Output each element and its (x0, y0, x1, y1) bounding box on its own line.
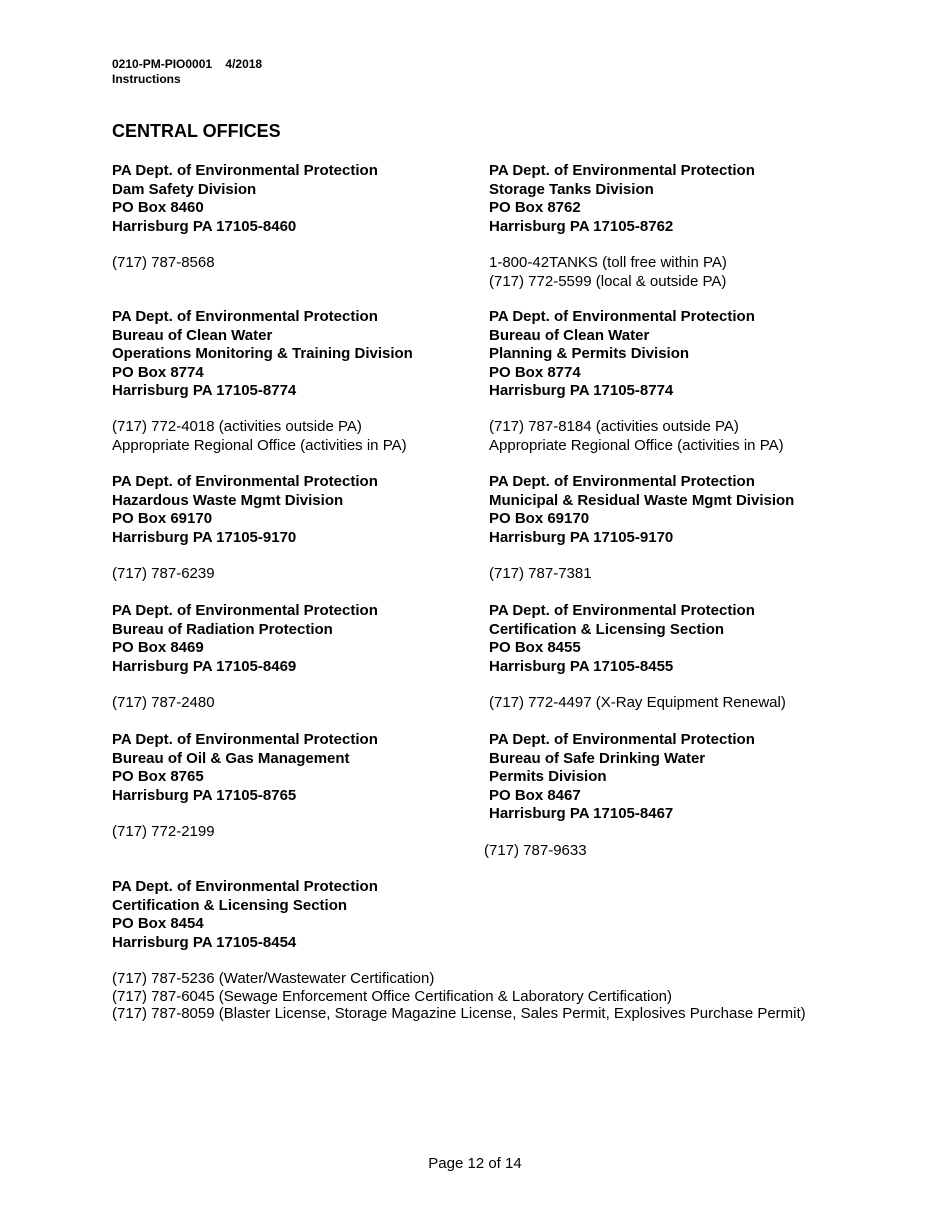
phone-line: (717) 787-8568 (112, 254, 215, 271)
office-block-radiation-protection (112, 602, 378, 676)
office-block-clean-water-operations (112, 308, 413, 401)
address-line: Harrisburg PA 17105-8774 (489, 382, 674, 399)
address-line: PO Box 69170 (112, 510, 213, 527)
phone-line: (717) 787-7381 (489, 565, 592, 582)
address-line: PO Box 8774 (112, 363, 204, 381)
office-phones-certification-licensing (112, 970, 806, 1023)
address-line: Harrisburg PA 17105-9170 (112, 528, 297, 546)
address-line: Harrisburg PA 17105-8762 (489, 217, 674, 235)
address-line: PA Dept. of Environmental Protection (112, 878, 378, 895)
address-line: Bureau of Clean Water (112, 326, 273, 344)
address-line: PA Dept. of Environmental Protection (112, 308, 378, 325)
office-phones-hazardous-waste (112, 565, 215, 584)
office-phones-dam-safety (112, 254, 215, 273)
office-phones-storage-tanks (489, 254, 727, 291)
form-number-line (112, 57, 262, 72)
phone-line: (717) 787-9633 (484, 842, 587, 859)
section-title: CENTRAL OFFICES (112, 121, 281, 141)
address-line: Harrisburg PA 17105-8460 (112, 217, 297, 235)
document-type: Instructions (112, 72, 181, 86)
address-line: Certification & Licensing Section (112, 896, 348, 914)
address-line: PA Dept. of Environmental Protection (489, 162, 755, 179)
address-line: Bureau of Oil & Gas Management (112, 749, 350, 767)
address-line: Harrisburg PA 17105-8454 (112, 933, 297, 951)
address-line: Planning & Permits Division (489, 345, 690, 362)
address-line: Harrisburg PA 17105-8469 (112, 657, 297, 675)
address-line: PO Box 8765 (112, 768, 204, 785)
address-line: Harrisburg PA 17105-8467 (489, 805, 674, 822)
address-line: Harrisburg PA 17105-8774 (112, 382, 297, 399)
address-line: PA Dept. of Environmental Protection (489, 473, 755, 490)
address-line: Certification & Licensing Section (489, 620, 725, 638)
phone-line: (717) 787-6045 (Sewage Enforcement Office Certification & Laboratory Certification) (112, 987, 673, 1005)
phone-line: (717) 772-5599 (local & outside PA) (489, 272, 727, 290)
address-line: Hazardous Waste Mgmt Division (112, 491, 344, 509)
document-header (112, 57, 262, 87)
address-line: Harrisburg PA 17105-9170 (489, 528, 674, 546)
phone-line: (717) 787-5236 (Water/Wastewater Certification) (112, 970, 435, 987)
phone-line: (717) 787-6239 (112, 565, 215, 582)
phone-line: (717) 787-8059 (Blaster License, Storage Magazine License, Sales Permit, Explosives Purchase Permit) (112, 1005, 806, 1022)
address-line: Permits Division (489, 768, 607, 785)
address-line: PO Box 8454 (112, 915, 204, 932)
phone-line: 1-800-42TANKS (toll free within PA) (489, 254, 727, 271)
address-line: PO Box 8774 (489, 363, 581, 381)
office-block-clean-water-planning (489, 308, 755, 401)
office-block-storage-tanks (489, 162, 755, 236)
office-phones-clean-water-operations (112, 418, 407, 455)
phone-line: (717) 787-8184 (activities outside PA) (489, 418, 739, 435)
phone-line: (717) 772-4497 (X-Ray Equipment Renewal) (489, 694, 786, 711)
office-block-hazardous-waste (112, 473, 378, 547)
office-phones-clean-water-planning (489, 418, 784, 455)
office-block-certification-licensing-xray (489, 602, 755, 676)
address-line: PA Dept. of Environmental Protection (489, 308, 755, 325)
address-line: Municipal & Residual Waste Mgmt Division (489, 491, 795, 509)
address-line: PO Box 69170 (489, 510, 590, 527)
phone-line: Appropriate Regional Office (activities in PA) (112, 436, 407, 454)
address-line: PO Box 8467 (489, 786, 581, 804)
page-number: Page 12 of 14 (428, 1155, 522, 1172)
address-line: Bureau of Clean Water (489, 326, 650, 344)
address-line: PO Box 8762 (489, 199, 581, 216)
form-number: 0210-PM-PIO0001 (112, 57, 213, 71)
office-block-oil-gas (112, 731, 378, 805)
address-line: Dam Safety Division (112, 180, 257, 198)
address-line: Storage Tanks Division (489, 180, 654, 198)
phone-line: (717) 787-2480 (112, 694, 215, 711)
office-phones-safe-drinking-water (484, 842, 587, 861)
address-line: PA Dept. of Environmental Protection (489, 602, 755, 619)
address-line: PO Box 8460 (112, 199, 204, 216)
address-line: Bureau of Safe Drinking Water (489, 749, 706, 767)
address-line: PO Box 8455 (489, 639, 581, 656)
address-line: PA Dept. of Environmental Protection (112, 731, 378, 748)
address-line: Harrisburg PA 17105-8455 (489, 657, 674, 675)
address-line: PA Dept. of Environmental Protection (489, 731, 755, 748)
office-phones-radiation-protection (112, 694, 215, 713)
address-line: PA Dept. of Environmental Protection (112, 473, 378, 490)
address-line: Bureau of Radiation Protection (112, 620, 333, 638)
address-line: PO Box 8469 (112, 639, 204, 656)
address-line: Operations Monitoring & Training Division (112, 345, 413, 362)
phone-line: (717) 772-4018 (activities outside PA) (112, 418, 362, 435)
office-phones-certification-licensing-xray (489, 694, 786, 713)
office-block-safe-drinking-water (489, 731, 755, 824)
phone-line: (717) 772-2199 (112, 823, 215, 840)
office-block-municipal-residual-waste (489, 473, 794, 547)
office-block-certification-licensing (112, 878, 378, 952)
address-line: Harrisburg PA 17105-8765 (112, 786, 297, 804)
address-line: PA Dept. of Environmental Protection (112, 602, 378, 619)
phone-line: Appropriate Regional Office (activities in PA) (489, 436, 784, 454)
form-date: 4/2018 (225, 57, 263, 71)
office-phones-oil-gas (112, 823, 215, 842)
office-phones-municipal-residual-waste (489, 565, 592, 584)
office-block-dam-safety (112, 162, 378, 236)
address-line: PA Dept. of Environmental Protection (112, 162, 378, 179)
